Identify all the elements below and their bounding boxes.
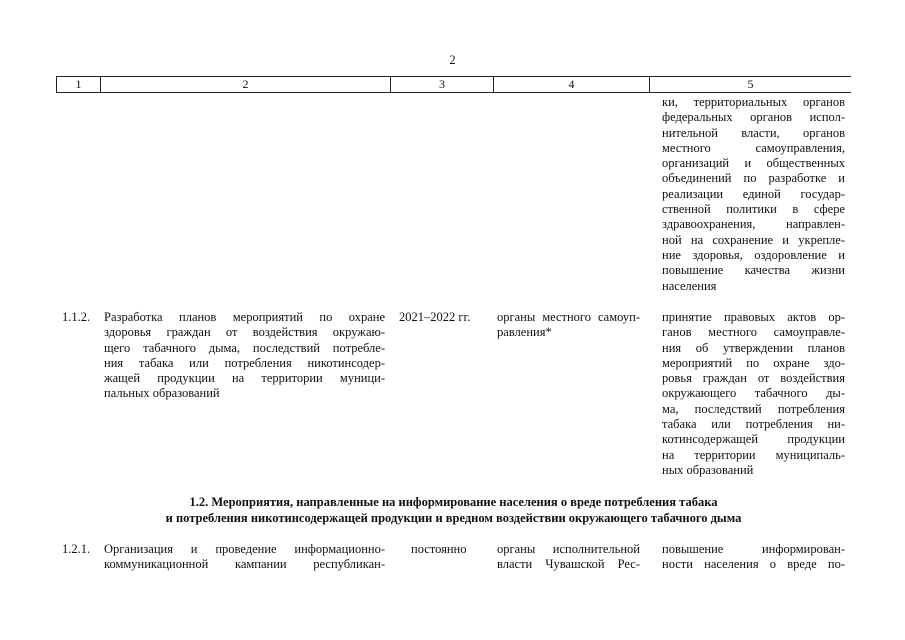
text-line: ственной политики в сфере [662, 202, 845, 217]
text-line: объединений по разработке и [662, 171, 845, 186]
text-line: равления* [497, 325, 552, 340]
heading-line: и потребления никотинсодержащей продукции и вредном воздействии окружающего табачного дыма [165, 511, 742, 525]
heading-line: 1.2. Мероприятия, направленные на информирование населения о вреде потребления табака [189, 495, 718, 509]
row-1-1-2-executors [497, 310, 640, 341]
text-line: федеральных органов испол- [662, 110, 845, 125]
text-line: ных образований [662, 462, 754, 477]
text-line: мероприятий по охране здо- [662, 355, 845, 370]
text-line: Организация и проведение информационно- [104, 542, 385, 556]
text-line: ровья граждан от воздействия [662, 371, 845, 386]
row-1-2-1-description [104, 542, 385, 573]
column-header-5: 5 [747, 77, 754, 91]
text-line: ния об утверждении планов [662, 340, 845, 355]
text-line: котинсодержащей продукции [662, 432, 845, 447]
text-line: коммуникационной кампании республикан- [104, 557, 385, 572]
text-line: органы исполнительной [497, 542, 640, 556]
text-line: местного самоуправления, [662, 140, 845, 155]
column-header-4: 4 [494, 77, 650, 92]
text-line: жащей продукции на территории муници- [104, 371, 385, 386]
text-line: Разработка планов мероприятий по охране [104, 310, 385, 324]
text-line: принятие правовых актов ор- [662, 310, 845, 324]
row-1-2-1-period: постоянно [411, 542, 467, 556]
text-line: органы местного самоуп- [497, 310, 640, 324]
text-line: реализации единой государ- [662, 186, 845, 201]
row-number-1-1-2: 1.1.2. [62, 310, 91, 324]
table-header-row [56, 76, 851, 93]
text-line: ной на сохранение и укрепле- [662, 232, 845, 247]
text-line: ния табака или потребления никотинсодер- [104, 355, 385, 370]
row-1-2-1-result [662, 542, 845, 573]
column-header-2: 2 [101, 77, 391, 92]
text-line: нительной власти, органов [662, 125, 845, 140]
text-line: пальных образований [104, 386, 220, 401]
text-line: здоровья граждан от воздействия окружаю- [104, 325, 385, 340]
row-1-1-2-result [662, 310, 845, 478]
section-heading-1-2 [56, 494, 851, 526]
row-number-1-2-1: 1.2.1. [62, 542, 91, 556]
text-line: табака или потребления ни- [662, 417, 845, 432]
row-1-1-2-description [104, 310, 385, 402]
text-line: окружающего табачного ды- [662, 386, 845, 401]
text-line: ности населения о вреде по- [662, 557, 845, 572]
text-line: на территории муниципаль- [662, 447, 845, 462]
row-1-1-2-period: 2021–2022 гг. [399, 310, 471, 324]
column-header-3: 3 [391, 77, 494, 92]
text-line: населения [662, 278, 717, 293]
text-line: здравоохранения, направлен- [662, 217, 845, 232]
text-line: ние здоровья, оздоровление и [662, 247, 845, 262]
text-line: ки, территориальных органов [662, 95, 845, 109]
page-number: 2 [449, 53, 456, 67]
text-line: ганов местного самоуправле- [662, 325, 845, 340]
column-header-1: 1 [57, 77, 101, 92]
continuation-col5 [662, 95, 845, 294]
text-line: ма, последствий потребления [662, 401, 845, 416]
text-line: организаций и общественных [662, 156, 845, 171]
text-line: щего табачного дыма, последствий потребле- [104, 340, 385, 355]
text-line: повышение информирован- [662, 542, 845, 556]
text-line: власти Чувашской Рес- [497, 557, 640, 572]
text-line: повышение качества жизни [662, 263, 845, 278]
row-1-2-1-executors [497, 542, 640, 573]
